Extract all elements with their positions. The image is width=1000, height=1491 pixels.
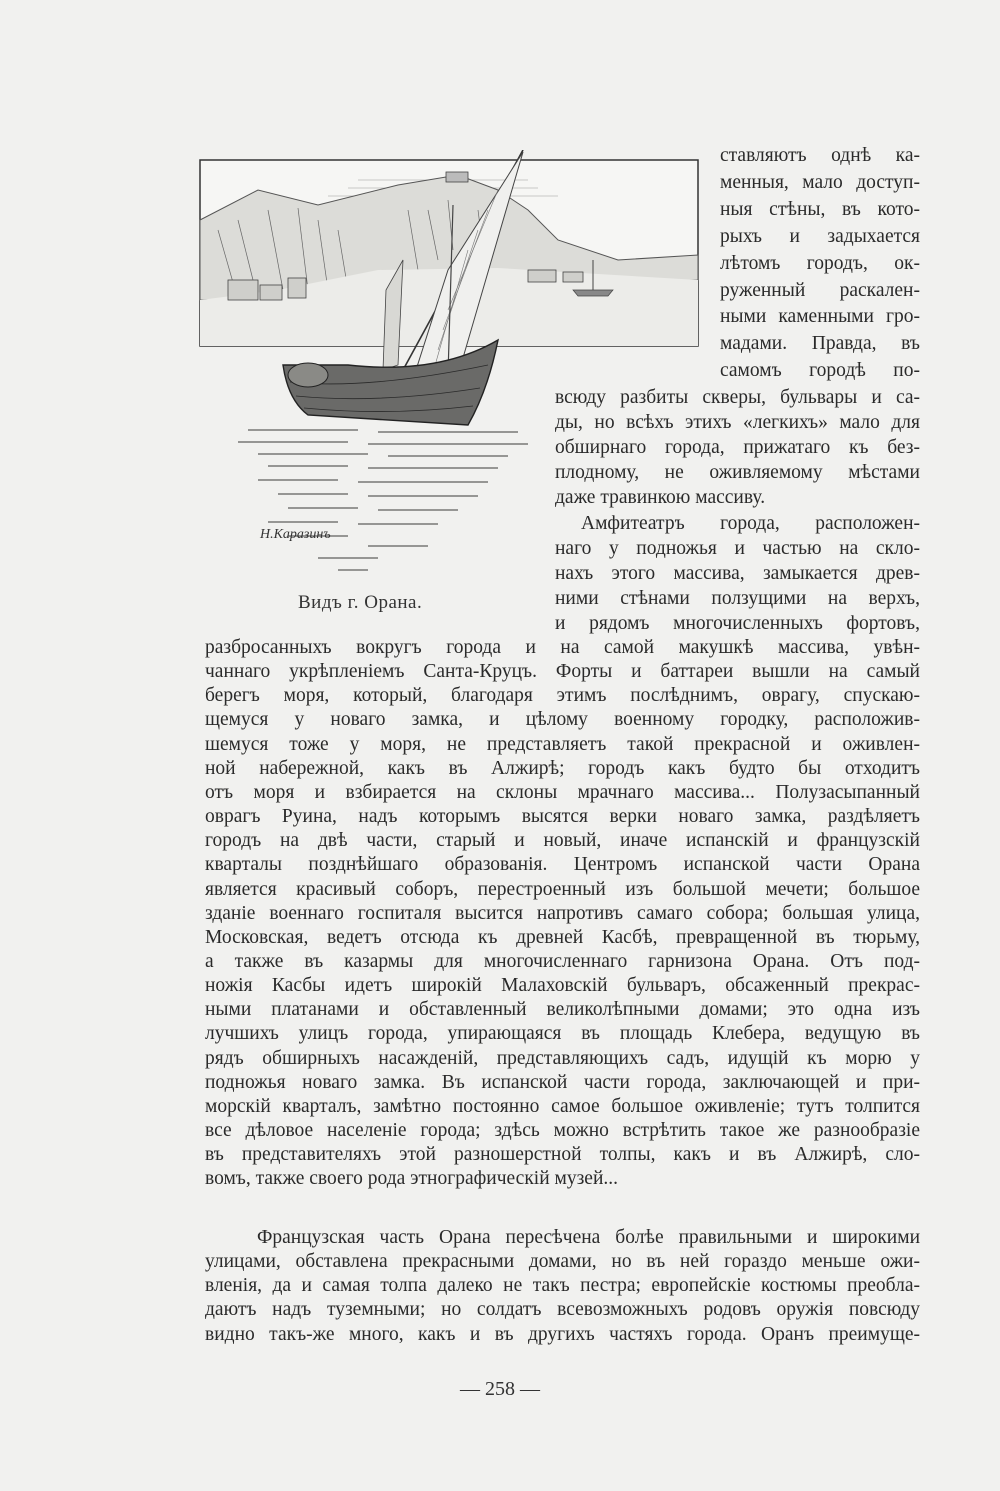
text-line: въ представителяхъ этой разношерстной толпы, какъ и въ Алжирѣ, сло- xyxy=(205,1144,920,1166)
text-line: ними стѣнами ползущими на верхъ, xyxy=(555,587,920,609)
text-line: вомъ, также своего рода этнографическій музей... xyxy=(205,1168,619,1190)
text-line: ной набережной, какъ въ Алжирѣ; городъ какъ будто бы отходитъ xyxy=(205,757,920,779)
text-line: все дѣловое населеніе города; здѣсь можно встрѣтить такое же разнообразіе xyxy=(205,1120,920,1141)
text-line: менныя, мало доступ- xyxy=(720,171,920,193)
text-line: шемуся тоже у моря, не представляетъ такой прекрасной и оживлен- xyxy=(205,733,920,755)
figure-caption: Видъ г. Орана. xyxy=(298,592,423,613)
text-line: ды, но всѣхъ этихъ «легкихъ» мало для xyxy=(555,412,920,434)
text-line: плодному, не оживляемому мѣстами xyxy=(555,462,920,484)
text-line: лучшихъ улицъ города, упирающаяся въ площадь Клебера, ведущую въ xyxy=(205,1023,920,1045)
text-line: ставляютъ однѣ ка- xyxy=(720,145,920,166)
text-line: даже травинкою массиву. xyxy=(555,487,766,509)
text-line: рыхъ и задыхается xyxy=(720,225,920,247)
text-line: морскій кварталъ, замѣтно постоянно самое большое оживленіе; тутъ толпится xyxy=(205,1095,920,1117)
text-line: берегъ моря, который, благодаря этимъ послѣднимъ, оврагу, спускаю- xyxy=(205,685,920,707)
text-line: и рядомъ многочисленныхъ фортовъ, xyxy=(555,612,920,634)
text-line: разбросанныхъ вокругъ города и на самой макушкѣ массива, увѣн- xyxy=(205,637,920,658)
text-line: ножія Касбы идетъ широкій Малаховскій бульваръ, обсаженный прекрас- xyxy=(205,975,920,997)
text-line: чаннаго укрѣпленіемъ Санта-Круцъ. Форты и баттареи вышли на самый xyxy=(205,661,920,683)
text-line: городъ на двѣ части, старый и новый, иначе испанскій и французскій xyxy=(205,830,920,852)
artist-signature: Н.Каразинъ xyxy=(260,527,331,542)
text-line: нахъ этого массива, замыкается древ- xyxy=(555,562,920,584)
text-line: Французская часть Орана пересѣчена болѣе правильными и широкими xyxy=(257,1227,920,1248)
distant-ship xyxy=(573,290,613,296)
text-line: ными каменными гро- xyxy=(720,306,920,328)
text-line: отъ моря и взбирается на склоны мрачнаго массива... Полузасыпанный xyxy=(205,781,920,803)
text-line: вленія, да и самая толпа далеко не такъ пестра; европейскіе костюмы преобла- xyxy=(205,1275,920,1297)
text-line: обширнаго города, прижатаго къ без- xyxy=(555,437,920,459)
text-line: Амфитеатръ города, расположен- xyxy=(581,512,920,534)
text-line: Московская, ведетъ отсюда къ древней Касбѣ, превращенной въ тюрьму, xyxy=(205,926,920,948)
text-line: кварталы позднѣйшаго образованія. Центромъ испанской части Орана xyxy=(205,854,920,876)
text-line: улицами, обставлена прекрасными домами, но въ ней гораздо меньше ожи- xyxy=(205,1251,920,1273)
text-line: самомъ городѣ по- xyxy=(720,360,920,382)
cargo-bundle xyxy=(288,363,328,387)
text-line: лѣтомъ городъ, ок- xyxy=(720,252,920,274)
text-line: зданіе военнаго госпиталя высится напротивъ самаго собора; большая улица, xyxy=(205,902,920,924)
text-line: руженный раскален- xyxy=(720,279,920,301)
text-line: ными платанами и обставленный великолѣпными домами; это одна изъ xyxy=(205,999,920,1021)
text-line: является красивый соборъ, перестроенный изъ большой мечети; большое xyxy=(205,878,920,900)
page-number: — 258 — xyxy=(460,1378,540,1400)
text-line: наго у подножья и частью на скло- xyxy=(555,537,920,559)
text-line: рядъ обширныхъ насажденій, представляющихъ садъ, идущій къ морю у xyxy=(205,1047,920,1069)
text-line: даютъ надъ туземными; но солдатъ всевозможныхъ родовъ оружія повсюду xyxy=(205,1299,920,1321)
text-line: видно такъ-же много, какъ и въ другихъ частяхъ города. Оранъ преимуще- xyxy=(205,1323,920,1345)
fort-on-hill xyxy=(446,172,468,182)
text-line: мадами. Правда, въ xyxy=(720,333,920,355)
text-line: оврагъ Руина, надъ которымъ высятся верки новаго замка, раздѣляетъ xyxy=(205,806,920,828)
text-line: подножья новаго замка. Въ испанской части города, заключающей и при- xyxy=(205,1071,920,1093)
text-line: всюду разбиты скверы, бульвары и са- xyxy=(555,387,920,408)
text-line: а также въ казармы для многочисленнаго гарнизона Орана. Отъ под- xyxy=(205,950,920,972)
water-ripples xyxy=(238,430,528,570)
text-line: щемуся у новаго замка, и цѣлому военному городку, расположив- xyxy=(205,709,920,731)
text-line: ныя стѣны, въ кото- xyxy=(720,198,920,220)
